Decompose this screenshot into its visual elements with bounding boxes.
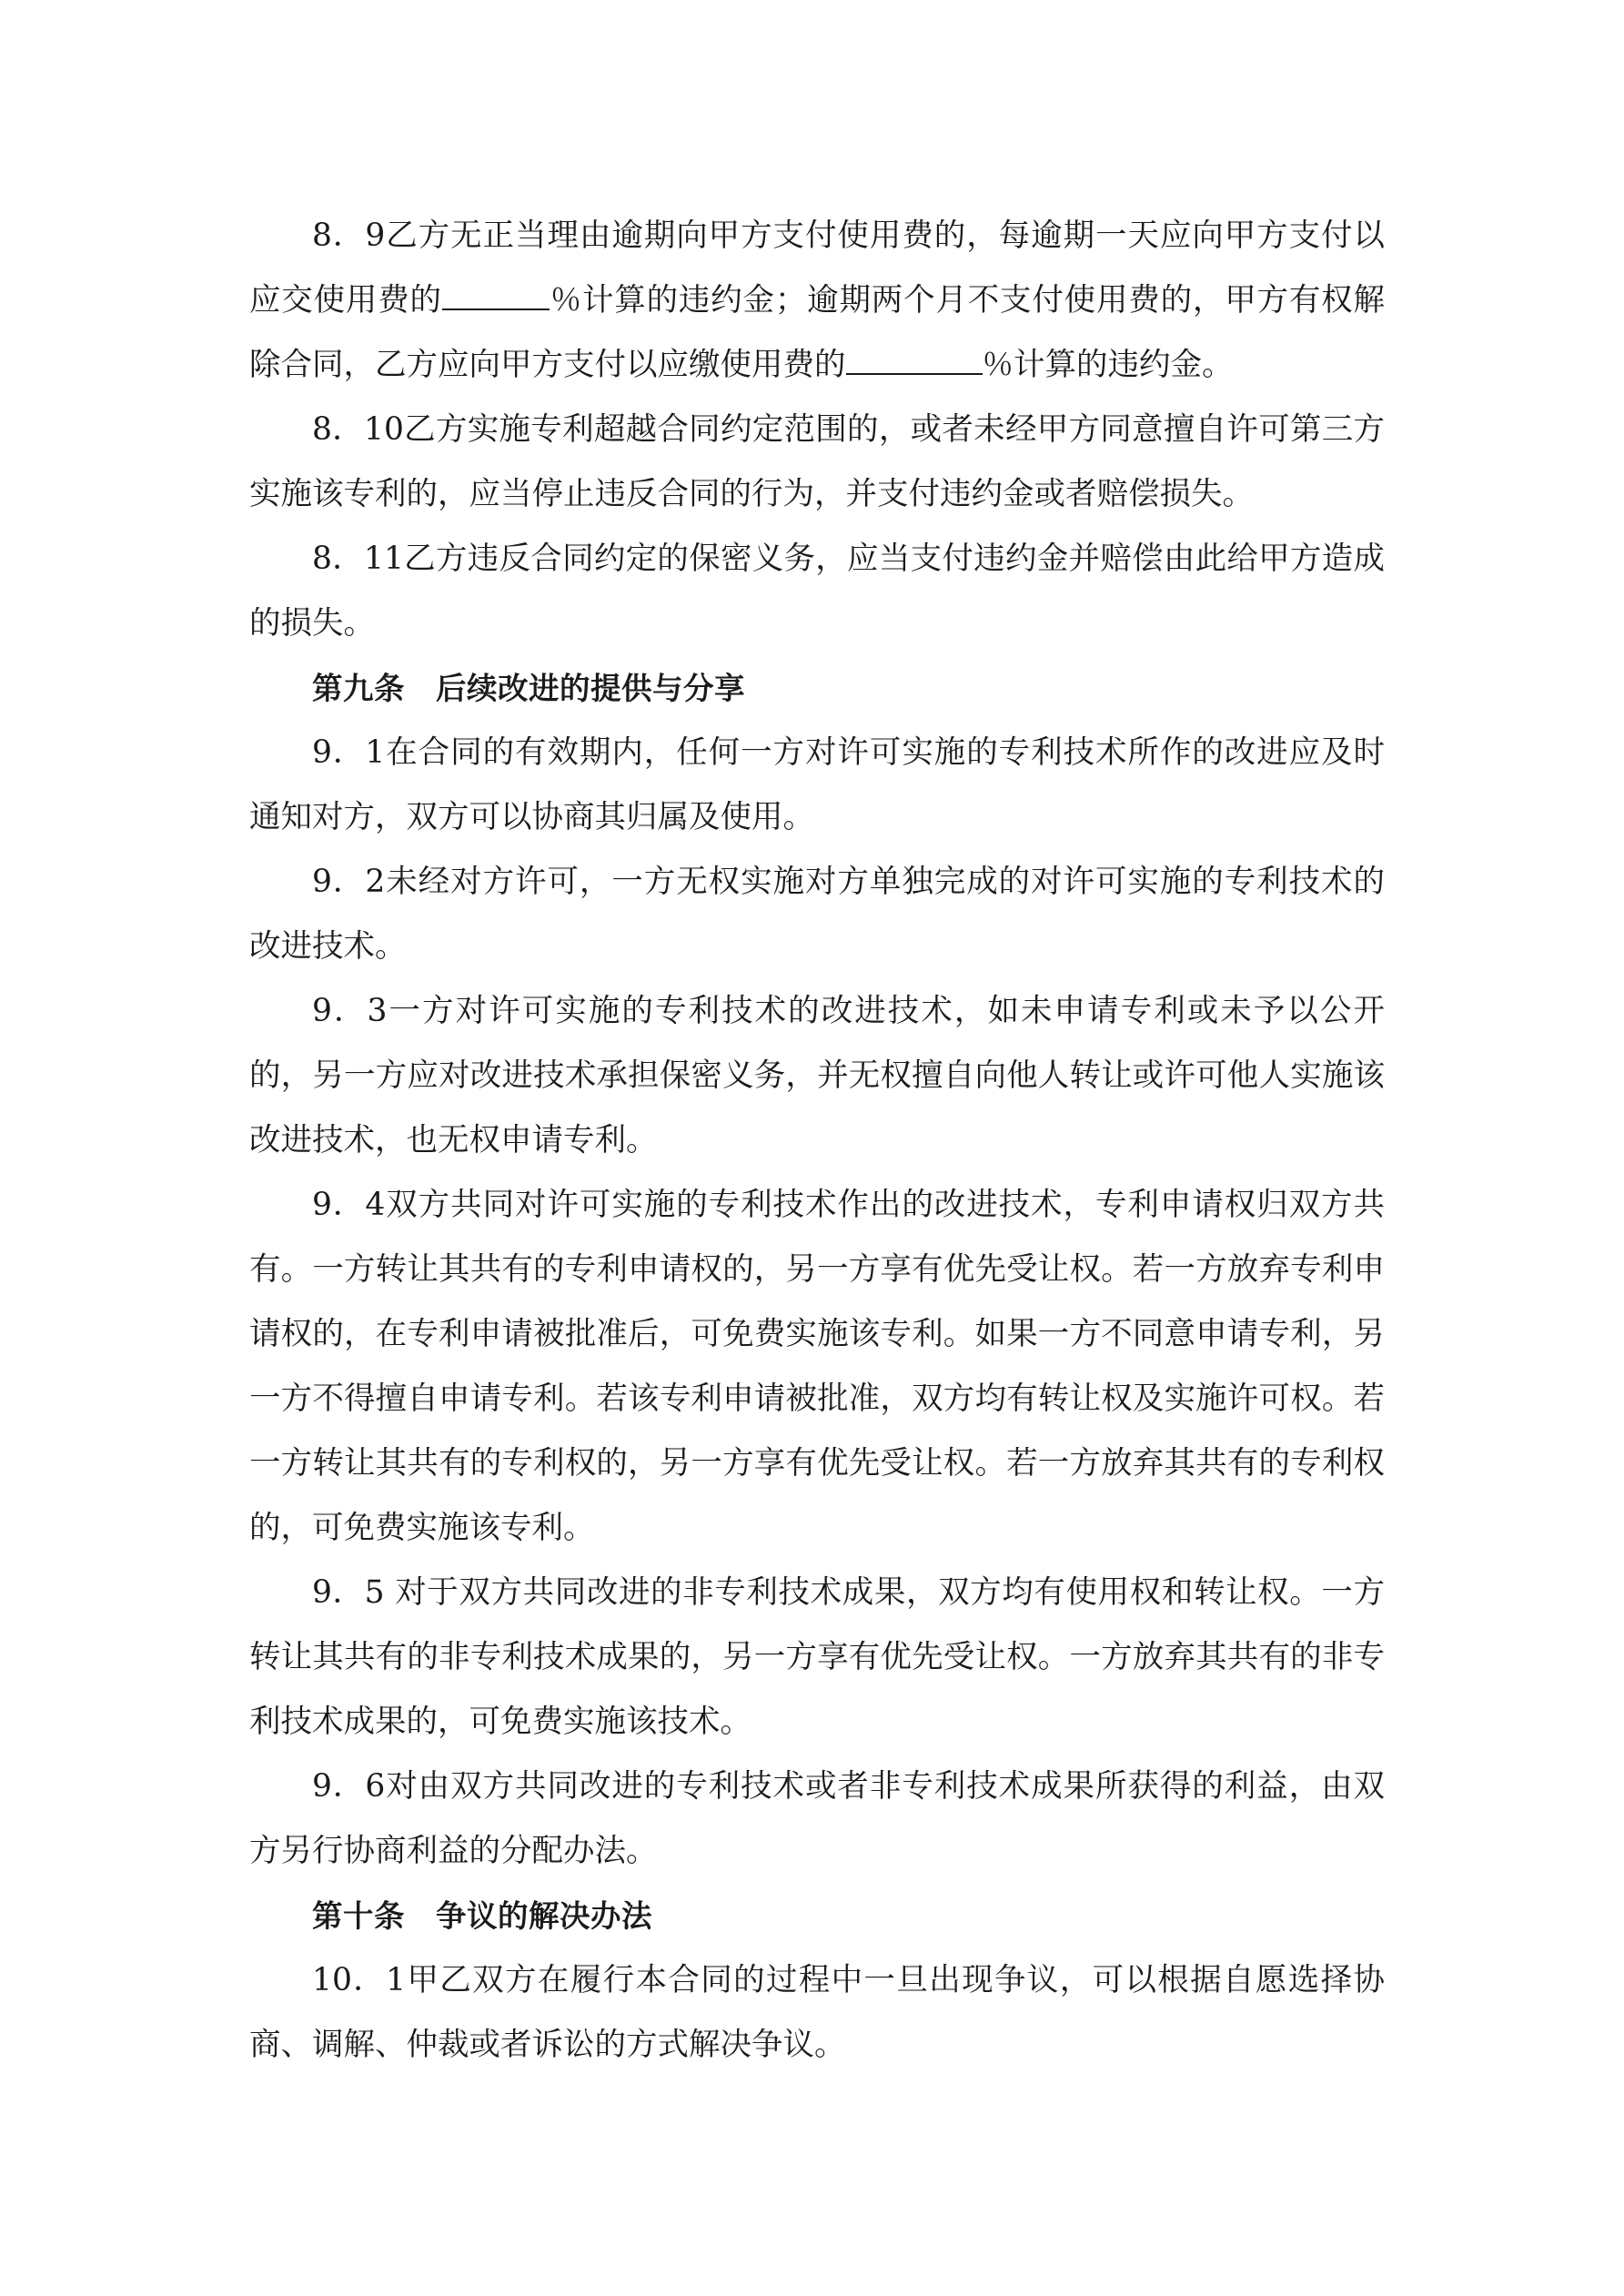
clause-text: 对由双方共同改进的专利技术或者非专利技术成果所获得的利益，由双方另行协商利益的分配办法。 [249, 1768, 1386, 1869]
clause-9-4 [249, 1173, 1385, 1561]
clause-text: 在合同的有效期内，任何一方对许可实施的专利技术所作的改进应及时通知对方，双方可以协商其归属及使用。 [249, 734, 1386, 835]
clause-number: 9．3 [312, 993, 388, 1029]
clause-number: 8．11 [312, 541, 404, 577]
clause-9-1 [249, 721, 1385, 850]
clause-number: 8．10 [312, 411, 404, 448]
clause-text: 双方共同对许可实施的专利技术作出的改进技术，专利申请权归双方共有。一方转让其共有的专利申请权的，另一方享有优先受让权。若一方放弃专利申请权的，在专利申请被批准后，可免费实施该专利。如果一方不同意申请专利，另一方不得擅自申请专利。若该专利申请被批准，双方均有转让权及实施许可权。若一方转让其共有的专利权的，另一方享有优先受让权。若一方放弃其共有的专利权的，可免费实施该专利。 [249, 1187, 1386, 1546]
clause-text: 未经对方许可，一方无权实施对方单独完成的对许可实施的专利技术的改进技术。 [249, 864, 1386, 965]
clause-text: 甲乙双方在履行本合同的过程中一旦出现争议，可以根据自愿选择协商、调解、仲裁或者诉讼的方式解决争议。 [249, 1962, 1385, 2063]
clause-10-1 [249, 1948, 1385, 2078]
clause-text: 一方对许可实施的专利技术的改进技术，如未申请专利或未予以公开的，另一方应对改进技术承担保密义务，并无权擅自向他人转让或许可他人实施该改进技术，也无权申请专利。 [249, 993, 1385, 1158]
clause-text: ％计算的违约金；逾期两个月不支付使用费的，甲方有权解除合同，乙方应向甲方支付以应缴使用费的 [249, 282, 1385, 383]
clause-text: 对于双方共同改进的非专利技术成果，双方均有使用权和转让权。一方转让其共有的非专利技术成果的，另一方享有优先受让权。一方放弃其共有的非专利技术成果的，可免费实施该技术。 [249, 1574, 1385, 1740]
fill-in-blank[interactable] [846, 346, 983, 375]
clause-number: 9．6 [312, 1768, 386, 1805]
clause-8-10 [249, 398, 1385, 527]
clause-text: ％计算的违约金。 [982, 347, 1234, 383]
clause-9-6 [249, 1755, 1385, 1884]
clause-number: 9．5 [312, 1574, 385, 1611]
clause-9-2 [249, 850, 1385, 979]
clause-number: 8．9 [312, 217, 386, 254]
document-page [249, 204, 1385, 2078]
clause-text: 乙方无正当理由逾期向甲方支付使用费的，每逾期一天应向甲方支付以应交使用费的 [249, 217, 1386, 319]
article-number: 第十条 [312, 1898, 405, 1934]
fill-in-blank[interactable] [442, 281, 550, 310]
clause-text: 乙方违反合同约定的保密义务，应当支付违约金并赔偿由此给甲方造成的损失。 [249, 541, 1385, 642]
article-number: 第九条 [312, 671, 405, 706]
article-title: 后续改进的提供与分享 [436, 671, 745, 706]
clause-9-5 [249, 1561, 1385, 1755]
clause-9-3 [249, 979, 1385, 1173]
clause-number: 9．2 [312, 864, 386, 900]
clause-number: 9．4 [312, 1187, 386, 1223]
clause-text: 乙方实施专利超越合同约定范围的，或者未经甲方同意擅自许可第三方实施该专利的，应当停止违反合同的行为，并支付违约金或者赔偿损失。 [249, 411, 1385, 512]
clause-8-9 [249, 204, 1385, 398]
article-title: 争议的解决办法 [436, 1898, 652, 1934]
article-10-heading [249, 1884, 1385, 1948]
clause-number: 10．1 [312, 1962, 407, 1998]
article-9-heading [249, 656, 1385, 721]
clause-number: 9．1 [312, 734, 386, 771]
clause-8-11 [249, 527, 1385, 656]
